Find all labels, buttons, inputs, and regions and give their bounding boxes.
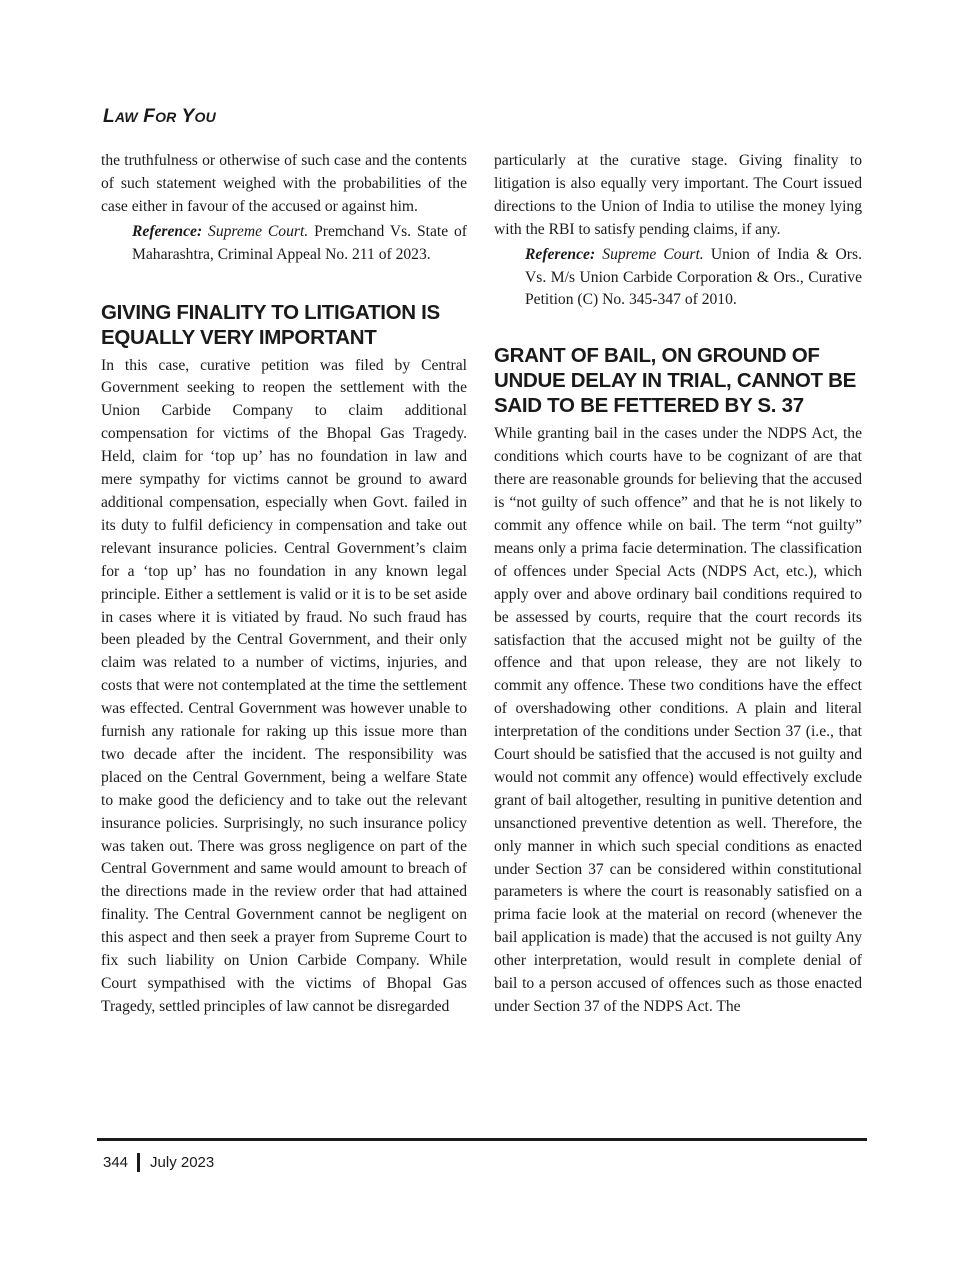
section-body-bail: While granting bail in the cases under the NDPS Act, the conditions which courts have to be cognizant of are that there are reasonable grounds for believing that the accused is “not guilty of such offence” and that he is not likely to commit any offence while on bail. The term “not guilty” means only a prima facie determination. The classification of offences under Special Acts (NDPS Act, etc.), which apply over and above ordinary bail conditions required to be assessed by courts, require that the court records its satisfaction that the accused might not be guilty of the offence and that upon release, they are not likely to commit any offence. These two conditions have the effect of overshadowing other conditions. A plain and literal interpretation of the conditions under Section 37 (i.e., that Court should be satisfied that the accused is not guilty and would not commit any offence) would effectively exclude grant of bail altogether, resulting in punitive detention and unsanctioned preventive detention as well. Therefore, the only manner in which such special conditions as enacted under Section 37 can be considered within constitutional parameters is where the court is reasonably satisfied on a prima facie look at the material on record (whenever the bail application is made) that the accused is not guilty Any other interpretation, would result in complete denial of bail to a person accused of offences such as those enacted under Section 37 of the NDPS Act. The	[494, 425, 862, 1015]
intro-paragraph: the truthfulness or otherwise of such case and the contents of such statement weighed with the probabilities of the case either in favour of the accused or against him.	[101, 152, 467, 215]
reference-label: Reference:	[132, 222, 203, 240]
section-body-finality: In this case, curative petition was filed by Central Government seeking to reopen the settlement with the Union Carbide Company to claim additional compensation for victims of the Bhopal Gas Tragedy. Held, claim for ‘top up’ has no foundation in law and mere sympathy for victims cannot be ground to award additional compensation, especially when Govt. failed in its duty to fulfil deficiency in compensation and take out relevant insurance policies. Central Government’s claim for a ‘top up’ has no foundation in any known legal principle. Either a settlement is valid or it is to be set aside in cases where it is vitiated by fraud. No such fraud has been pleaded by the Central Government, and their only claim was related to a number of victims, injuries, and costs that were not contemplated at the time the settlement was effected. Central Government was however unable to furnish any rationale for raking up this issue more than two decade after the incident. The responsibility was placed on the Central Government, being a welfare State to make good the deficiency and to take out the relevant insurance policies. Surprisingly, no such insurance policy was taken out. There was gross negligence on part of the Central Government and same would amount to breach of the directions made in the review order that had attained finality. The Central Government cannot be negligent on this aspect and then seek a prayer from Supreme Court to fix such liability on Union Carbide Company. While Court sympathised with the victims of Bhopal Gas Tragedy, settled principles of law cannot be disregarded	[101, 356, 467, 1015]
reference-citation-1	[132, 221, 467, 267]
continued-paragraph: particularly at the curative stage. Giving finality to litigation is also equally very important. The Court issued directions to the Union of India to utilise the money lying with the RBI to satisfy pending claims, if any.	[494, 152, 862, 238]
page-footer	[103, 1153, 214, 1172]
reference-text: Premchand Vs. State of Maharashtra, Criminal Appeal No. 211 of 2023.	[132, 222, 467, 263]
reference-text: Union of India & Ors. Vs. M/s Union Carbide Corporation & Ors., Curative Petition (C) No. 345-347 of 2010.	[525, 245, 862, 309]
left-column	[101, 150, 467, 1019]
footer-separator	[137, 1153, 140, 1172]
section-heading-bail: GRANT OF BAIL, ON GROUND OF UNDUE DELAY IN TRIAL, CANNOT BE SAID TO BE FETTERED BY S. 37	[494, 344, 857, 418]
reference-court: Supreme Court.	[602, 245, 704, 263]
footer-divider	[97, 1138, 867, 1141]
issue-date: July 2023	[150, 1154, 215, 1171]
section-heading-finality: GIVING FINALITY TO LITIGATION IS EQUALLY VERY IMPORTANT	[101, 300, 440, 349]
page-number: 344	[103, 1154, 129, 1171]
right-column	[494, 150, 862, 1019]
reference-citation-2	[525, 244, 862, 313]
running-head-title: LAW FOR YOU	[103, 106, 216, 127]
reference-court: Supreme Court.	[208, 222, 309, 240]
reference-label: Reference:	[525, 245, 596, 263]
